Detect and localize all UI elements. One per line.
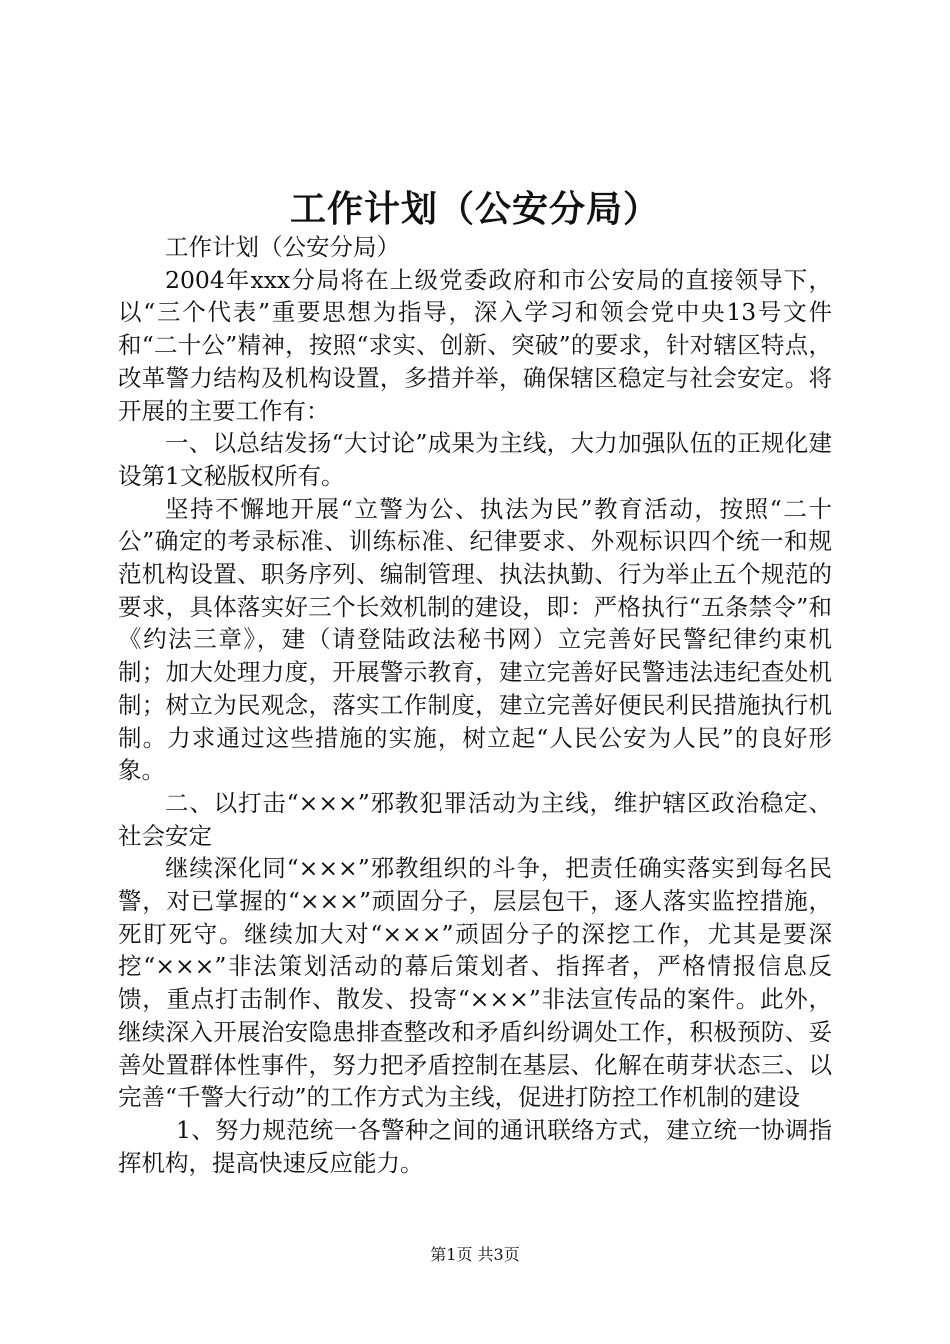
paragraph-section-two-body: 继续深化同“×××”邪教组织的斗争，把责任确实落实到每名民警，对已掌握的“×××”顽固分子，层层包干，逐人落实监控措施，死盯死守。继续加大对“×××”顽固分子的深挖工作，尤其是要深挖“×××”非法策划活动的幕后策划者、指挥者，严格情报信息反馈，重点打击制作、散发、投寄“×××”非法宣传品的案件。此外，继续深入开展治安隐患排查整改和矛盾纠纷调处工作，积极预防、妥善处置群体性事件，努力把矛盾控制在基层、化解在萌芽状态三、以完善“千警大行动”的工作方式为主线，促进打防控工作机制的建设 xyxy=(118,854,832,1112)
paragraph-section-one-body: 坚持不懈地开展“立警为公、执法为民”教育活动，按照“二十公”确定的考录标准、训练标准、纪律要求、外观标识四个统一和规范机构设置、职务序列、编制管理、执法执勤、行为举止五个规范的要求，具体落实好三个长效机制的建设，即：严格执行“五条禁令”和《约法三章》，建（请登陆政法秘书网）立完善好民警纪律约束机制；加大处理力度，开展警示教育，建立完善好民警违法违纪查处机制；树立为民观念，落实工作制度，建立完善好便民利民措施执行机制。力求通过这些措施的实施，树立起“人民公安为人民”的良好形象。 xyxy=(118,494,832,785)
document-body xyxy=(118,231,832,1179)
page-number-footer: 第1页 共3页 xyxy=(430,1245,520,1264)
paragraph-subtitle: 工作计划（公安分局） xyxy=(165,233,400,261)
paragraph-section-one-heading: 一、以总结发扬“大讨论”成果为主线，大力加强队伍的正规化建设第1文秘版权所有。 xyxy=(118,429,832,490)
paragraph-intro: 2004年xxx分局将在上级党委政府和市公安局的直接领导下，以“三个代表”重要思想为指导，深入学习和领会党中央13号文件和“二十公”精神，按照“求实、创新、突破”的要求，针对辖区特点，改革警力结构及机构设置，多措并举，确保辖区稳定与社会安定。将开展的主要工作有： xyxy=(118,265,832,425)
paragraph-item-one: 1、努力规范统一各警种之间的通讯联络方式，建立统一协调指挥机构，提高快速反应能力。 xyxy=(118,1115,832,1177)
paragraph-section-two-heading: 二、以打击“×××”邪教犯罪活动为主线，维护辖区政治稳定、社会安定 xyxy=(118,788,832,850)
document-title: 工作计划（公安分局） xyxy=(289,188,660,230)
